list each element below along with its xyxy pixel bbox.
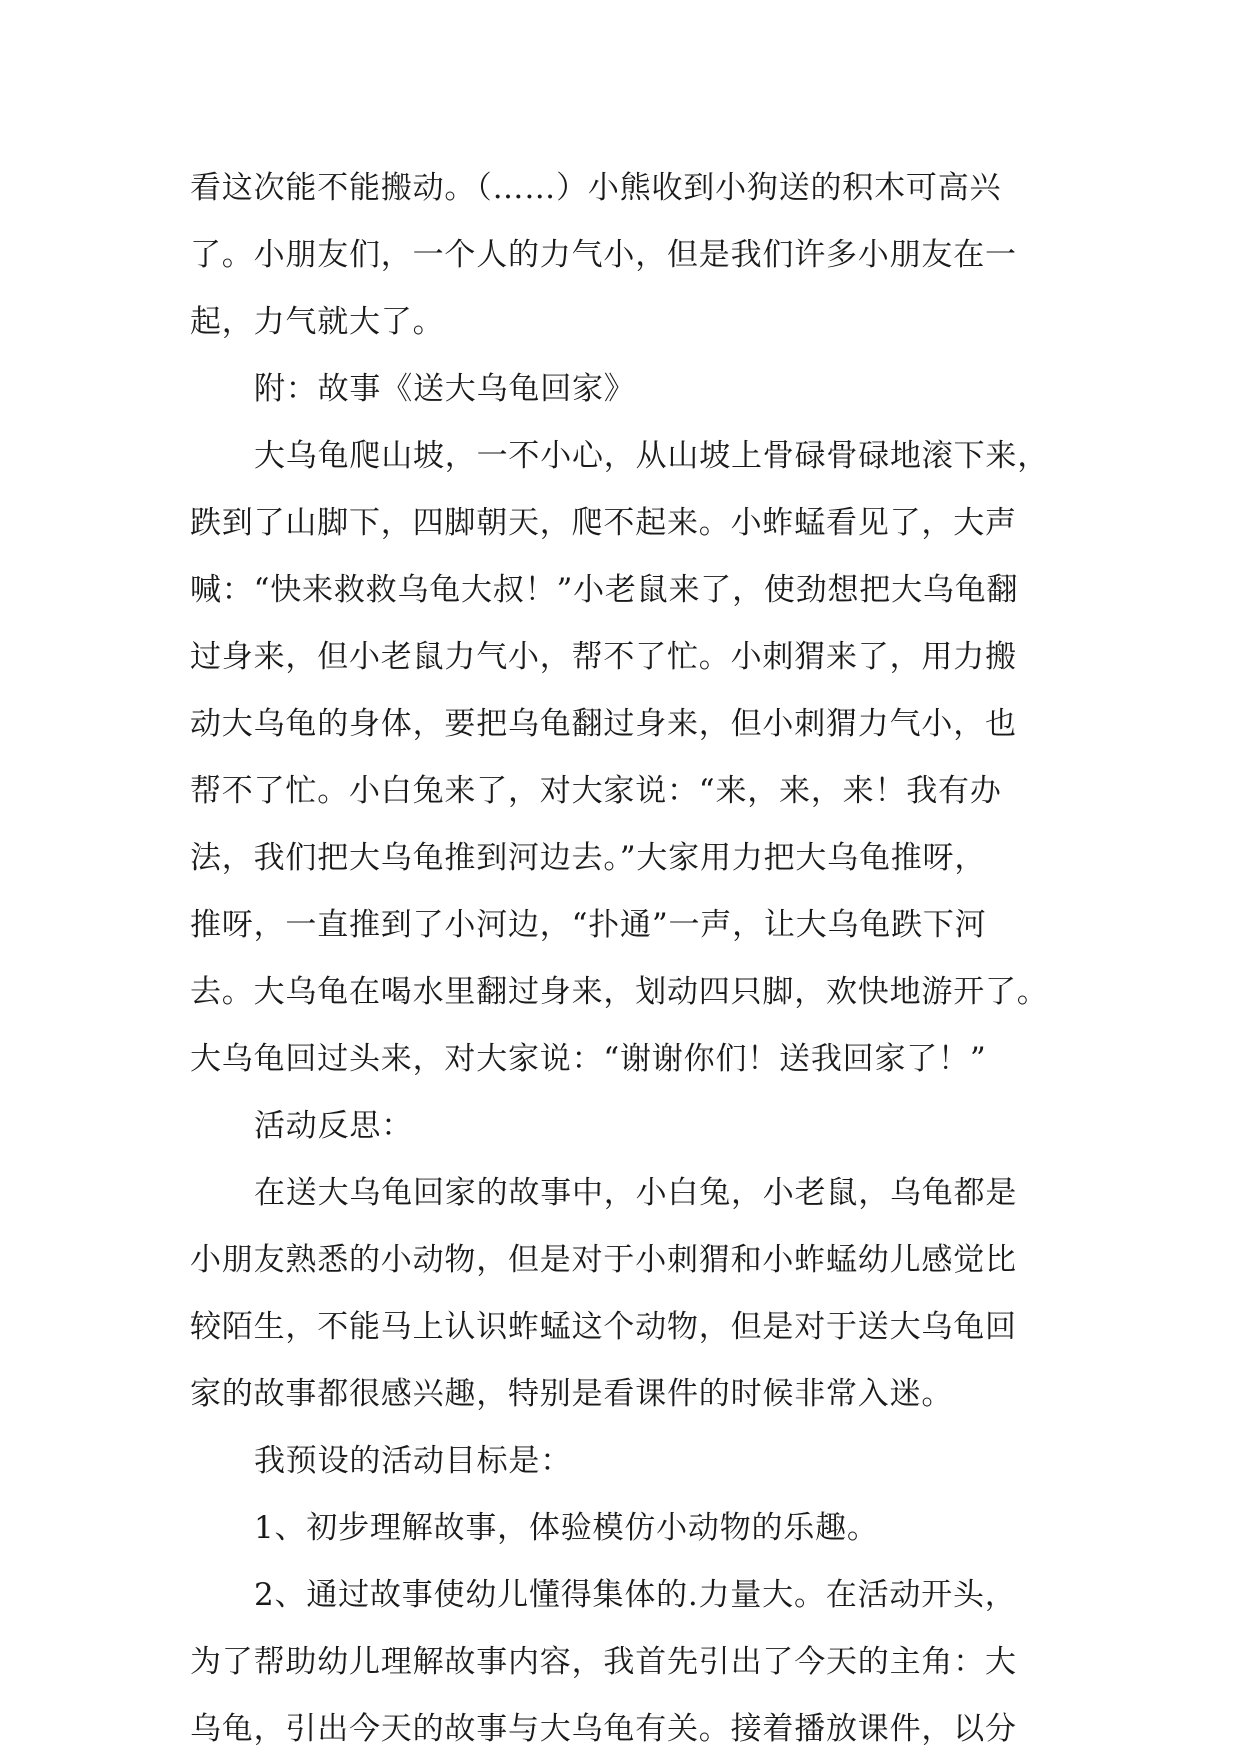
list-item: 2、通过故事使幼儿懂得集体的.力量大。在活动开头， (254, 1577, 1017, 1613)
text-line: 起，力气就大了。 (190, 304, 445, 340)
text-line: 去。大乌龟在喝水里翻过身来，划动四只脚，欢快地游开了。 (190, 974, 1049, 1010)
text-line: 法，我们把大乌龟推到河边去。”大家用力把大乌龟推呀， (190, 840, 987, 876)
text-line: 了。小朋友们，一个人的力气小，但是我们许多小朋友在一 (190, 237, 1017, 273)
text-line: 过身来，但小老鼠力气小，帮不了忙。小刺猬来了，用力搬 (190, 639, 1017, 675)
text-line: 较陌生，不能马上认识蚱蜢这个动物，但是对于送大乌龟回 (190, 1309, 1017, 1345)
text-line: 动大乌龟的身体，要把乌龟翻过身来，但小刺猬力气小，也 (190, 706, 1017, 742)
text-line: 在送大乌龟回家的故事中，小白兔，小老鼠，乌龟都是 (254, 1175, 1018, 1211)
appendix-heading: 附：故事《送大乌龟回家》 (254, 371, 636, 407)
text-line: 大乌龟爬山坡，一不小心，从山坡上骨碌骨碌地滚下来， (254, 438, 1049, 474)
text-line: 看这次能不能搬动。（……）小熊收到小狗送的积木可高兴 (190, 170, 1002, 206)
text-line: 跌到了山脚下，四脚朝天，爬不起来。小蚱蜢看见了，大声 (190, 505, 1017, 541)
text-line: 小朋友熟悉的小动物，但是对于小刺猬和小蚱蜢幼儿感觉比 (190, 1242, 1017, 1278)
list-item: 1、初步理解故事，体验模仿小动物的乐趣。 (254, 1510, 879, 1546)
text-line: 帮不了忙。小白兔来了，对大家说：“来，来，来！我有办 (190, 773, 1002, 809)
text-line: 喊：“快来救救乌龟大叔！”小老鼠来了，使劲想把大乌龟翻 (190, 572, 1019, 608)
reflection-heading: 活动反思： (254, 1108, 413, 1144)
text-line: 推呀，一直推到了小河边，“扑通”一声，让大乌龟跌下河 (190, 907, 987, 943)
text-line: 我预设的活动目标是： (254, 1443, 572, 1479)
text-line: 家的故事都很感兴趣，特别是看课件的时候非常入迷。 (190, 1376, 954, 1412)
body-text (190, 155, 1050, 1763)
text-line: 为了帮助幼儿理解故事内容，我首先引出了今天的主角：大 (190, 1644, 1017, 1680)
text-line: 大乌龟回过头来，对大家说：“谢谢你们！送我回家了！” (190, 1041, 987, 1077)
text-line: 乌龟，引出今天的故事与大乌龟有关。接着播放课件，以分 (190, 1711, 1017, 1747)
